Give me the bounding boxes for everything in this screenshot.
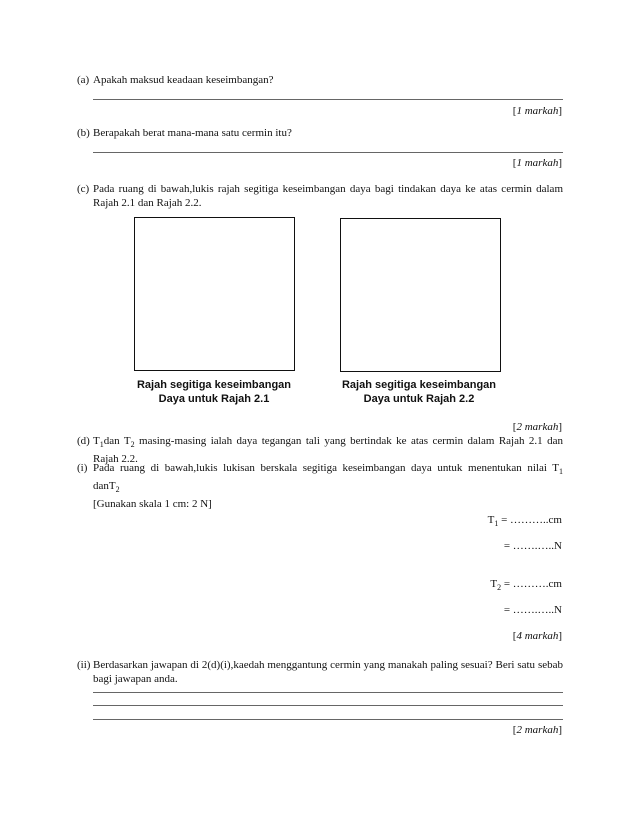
t1-n-answer[interactable]: = …….…..N <box>503 540 562 552</box>
question-di-line2: danT <box>93 480 116 493</box>
marks-dii-text: 2 markah <box>516 724 559 736</box>
t2-label-sub: 2 <box>497 583 502 593</box>
question-b-text: Berapakah berat mana-mana satu cermin itu? <box>93 127 292 139</box>
t1-subscript: 1 <box>99 440 104 450</box>
question-c-number: (c) <box>77 183 90 195</box>
t1-symbol: T <box>93 435 100 447</box>
question-c-text: Pada ruang di bawah,lukis rajah segitiga keseimbangan daya bagi tindakan daya ke atas cermin dalam Rajah 2.1 dan Rajah 2.2. <box>93 183 563 209</box>
t2-cm: = ……….cm <box>501 578 562 590</box>
t-join: dan T <box>103 435 131 447</box>
t1-label: T <box>487 514 495 526</box>
marks-c-text: 2 markah <box>516 421 559 433</box>
answer-line-dii-3[interactable] <box>93 719 563 720</box>
question-d-rest: masing-masing ialah daya tegangan tali yang bertindak ke atas cermin dalam Rajah 2.1 dan Rajah 2.2. <box>93 435 563 466</box>
t1-cm: = ………..cm <box>498 514 562 526</box>
answer-line-dii-1[interactable] <box>93 692 563 693</box>
question-di-line1: Pada ruang di bawah,lukis lukisan berskala segitiga keseimbangan daya untuk menentukan nilai T <box>93 462 559 474</box>
box1-caption-line1: Rajah segitiga keseimbangan <box>136 379 292 391</box>
drawing-box-rajah-2-1[interactable] <box>134 217 295 371</box>
answer-line-a[interactable] <box>93 99 563 100</box>
answer-line-b[interactable] <box>93 152 563 153</box>
marks-a-text: 1 markah <box>516 105 559 117</box>
question-d-number: (d) <box>77 435 90 447</box>
question-a-number: (a) <box>77 74 90 86</box>
question-di-line2-sub: 2 <box>115 485 120 495</box>
marks-c: [2 markah] <box>512 421 562 433</box>
t1-label-sub: 1 <box>494 519 499 529</box>
t2-label: T <box>490 578 498 590</box>
t2-cm-answer[interactable] <box>490 577 562 595</box>
marks-di: [4 markah] <box>512 630 562 642</box>
box2-caption-line1: Rajah segitiga keseimbangan <box>341 379 497 391</box>
box1-caption <box>114 378 314 406</box>
box1-caption-line2: Daya untuk Rajah 2.1 <box>158 393 270 405</box>
marks-b-text: 1 markah <box>516 157 559 169</box>
scale-note: [Gunakan skala 1 cm: 2 N] <box>93 498 212 511</box>
question-di-text <box>93 461 563 511</box>
question-dii-number: (ii) <box>77 659 91 671</box>
question-di-line1-sub: 1 <box>559 467 563 477</box>
marks-dii: [2 markah] <box>512 724 562 736</box>
question-dii-text: Berdasarkan jawapan di 2(d)(i),kaedah menggantung cermin yang manakah paling sesuai? Beri satu sebab bagi jawapan anda. <box>93 659 563 685</box>
drawing-box-rajah-2-2[interactable] <box>340 218 501 372</box>
answer-line-dii-2[interactable] <box>93 705 563 706</box>
box2-caption <box>319 378 519 406</box>
box2-caption-line2: Daya untuk Rajah 2.2 <box>363 393 475 405</box>
question-a-text: Apakah maksud keadaan keseimbangan? <box>93 74 274 86</box>
marks-b: [1 markah] <box>512 157 562 169</box>
marks-a: [1 markah] <box>512 105 562 117</box>
marks-di-text: 4 markah <box>516 630 559 642</box>
question-b-number: (b) <box>77 127 90 139</box>
t1-cm-answer[interactable] <box>488 513 562 531</box>
t2-subscript: 2 <box>130 440 135 450</box>
t2-n-answer[interactable]: = …….…..N <box>503 604 562 616</box>
question-di-number: (i) <box>77 462 88 474</box>
